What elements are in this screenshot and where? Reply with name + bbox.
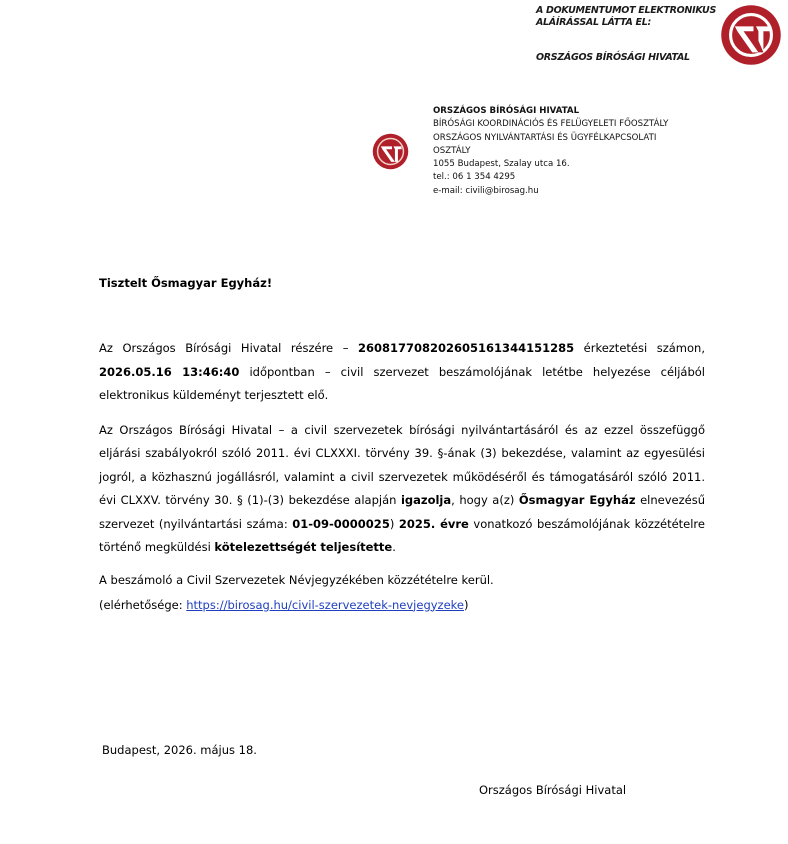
letterhead [433, 105, 733, 198]
header-unit-line-1: ORSZÁGOS NYILVÁNTARTÁSI ÉS ÜGYFÉLKAPCSOLATI [433, 132, 657, 143]
header-unit-line-2: OSZTÁLY [433, 145, 471, 156]
stamp-org: ORSZÁGOS BÍRÓSÁGI HIVATAL [536, 52, 690, 63]
paragraph-publication: A beszámoló a Civil Szervezetek Névjegyzékében közzétételre kerül. [99, 572, 494, 587]
letter-body [99, 337, 705, 615]
salutation: Tisztelt Ősmagyar Egyház! [99, 276, 273, 290]
header-phone: tel.: 06 1 354 4295 [433, 172, 516, 183]
paragraph-certification: Az Országos Bírósági Hivatal – a civil szervezetek bírósági nyilvántartásáról és az ezzel összefüggő eljárási szabályokról szóló 2011. évi CLXXXI. törvény 39. §-ának (3) bekezdése, valamint az egyesülési jogról, a közhasznú jogállásról, valamint a civil szervezetek működéséről és támogatásáról szóló 2011. évi CLXXV. törvény 30. § (1)-(3) bekezdése alapján igazolja, hogy a(z) Ősmagyar Egyház elnevezésű szervezet (nyilvántartási száma: 01-09-0000025) 2025. évre vonatkozó beszámolójának közzétételre történő megküldési kötelezettségét teljesítette. [99, 422, 705, 554]
header-org-name: ORSZÁGOS BÍRÓSÁGI HIVATAL [433, 106, 580, 116]
obligation-fulfilled: kötelezettségét teljesítette [214, 540, 393, 554]
header-email: e-mail: civili@birosag.hu [433, 185, 539, 196]
stamp-line-1: A DOKUMENTUMOT ELEKTRONIKUS [536, 5, 716, 16]
court-emblem-icon [720, 4, 782, 66]
header-address: 1055 Budapest, Szalay utca 16. [433, 159, 570, 170]
court-emblem-icon [372, 133, 409, 170]
report-year: 2025. évre [398, 516, 469, 531]
signature-stamp-text [536, 5, 716, 64]
submission-datetime: 2026.05.16 13:46:40 [99, 364, 240, 379]
signer: Országos Bírósági Hivatal [479, 783, 627, 797]
header-dept: BÍRÓSÁGI KOORDINÁCIÓS ÉS FELÜGYELETI FŐOSZTÁLY [433, 119, 669, 130]
stamp-line-2: ALÁÍRÁSSAL LÁTTA EL: [536, 17, 651, 28]
paragraph-availability: (elérhetősége: https://birosag.hu/civil-szervezetek-nevjegyzeke) [99, 597, 469, 612]
registration-number: 260817708202605161344151285 [358, 341, 575, 355]
date-place: Budapest, 2026. május 18. [102, 743, 257, 757]
paragraph-receipt: Az Országos Bírósági Hivatal részére – 260817708202605161344151285 érkeztetési számon, 2026.05.16 13:46:40 időpontban – civil szervezet beszámolójának letétbe helyezése céljából elektronikus küldeményt terjesztett elő. [99, 341, 705, 402]
organization-name: Ősmagyar Egyház [518, 493, 636, 507]
organization-reg-number: 01-09-0000025 [292, 516, 390, 531]
registry-link[interactable]: https://birosag.hu/civil-szervezetek-nevjegyzeke [186, 597, 464, 612]
